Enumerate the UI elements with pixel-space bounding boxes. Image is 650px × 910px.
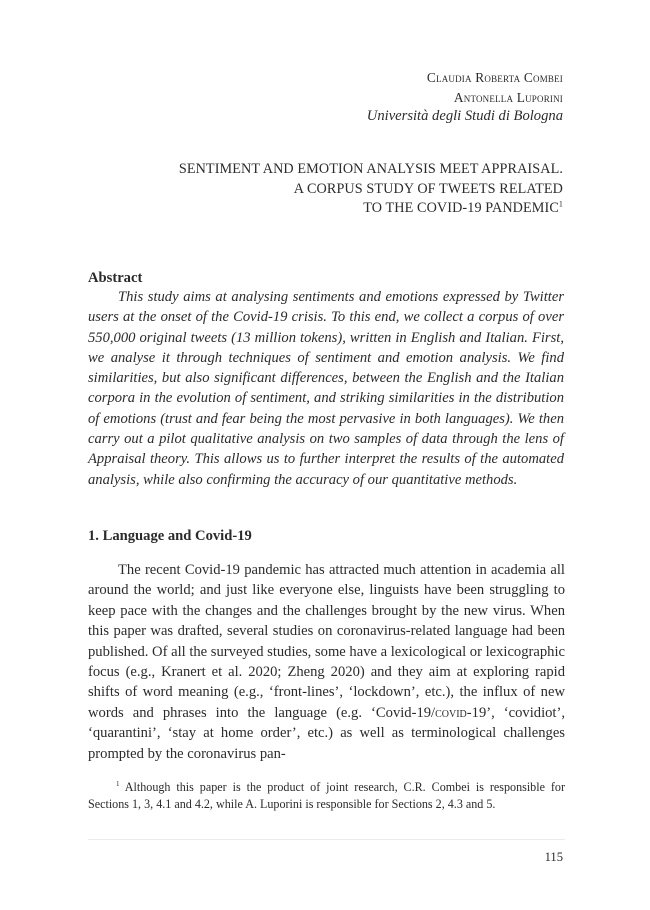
- footer-divider: [88, 839, 565, 840]
- small-caps-term: covid: [435, 704, 467, 721]
- paragraph-text: The recent Covid-19 pandemic has attracted much attention in academia all around the world; and just like everyone else, linguists have been struggling to keep pace with the changes and the challenges brought by the new virus. When this paper was drafted, several studies on coronavirus-related language had been published. Of all the surveyed studies, some have a lexicological or lexicographic focus (e.g., Kranert et al. 2020; Zheng 2020) and they aim at exploring rapid shifts of word meaning (e.g., ‘front-lines’, ‘lockdown’, etc.), the influx of new words and phrases into the language (e.g. ‘Covid-19/: [88, 562, 565, 721]
- abstract-heading: Abstract: [88, 270, 143, 286]
- footnote: [88, 779, 565, 812]
- title-line: A CORPUS STUDY OF TWEETS RELATED: [293, 180, 563, 197]
- footnote-reference[interactable]: 1: [558, 199, 563, 209]
- title-line: SENTIMENT AND EMOTION ANALYSIS MEET APPRAISAL.: [178, 161, 563, 177]
- author-name: Claudia Roberta Combei: [426, 70, 563, 85]
- abstract-text: This study aims at analysing sentiments and emotions expressed by Twitter users at the onset of the Covid-19 crisis. To this end, we collect a corpus of over 550,000 original tweets (13 million tokens), written in English and Italian. First, we analyse it through techniques of sentiment and emotion analysis. We find similarities, but also significant differences, between the English and the Italian corpora in the evolution of sentiment, and striking similarities in the distribution of emotions (trust and fear being the most pervasive in both languages). We then carry out a pilot qualitative analysis on two samples of data through the lens of Appraisal theory. This allows us to further interpret the results of the automated analysis, while also confirming the accuracy of our quantitative methods.: [88, 289, 564, 488]
- author-name: Antonella Luporini: [453, 90, 563, 105]
- title-line: [179, 199, 563, 219]
- paper-title: [179, 160, 563, 219]
- author-list: [427, 68, 563, 108]
- paragraph-text: -19’, ‘covidiot’, ‘quarantini’, ‘stay at home order’, etc.) as well as terminological challenges prompted by the coronavirus pan-: [88, 704, 565, 762]
- body-paragraph: [88, 560, 565, 764]
- footnote-mark: 1: [116, 779, 120, 788]
- title-line-text: TO THE COVID-19 PANDEMIC: [363, 200, 559, 216]
- author-affiliation: Università degli Studi di Bologna: [366, 108, 563, 124]
- page-number: 115: [544, 850, 563, 864]
- section-heading: 1. Language and Covid-19: [88, 528, 252, 544]
- footnote-text: Although this paper is the product of joint research, C.R. Combei is responsible for Sections 1, 3, 4.1 and 4.2, while A. Luporini is responsible for Sections 2, 4.3 and 5.: [88, 780, 565, 811]
